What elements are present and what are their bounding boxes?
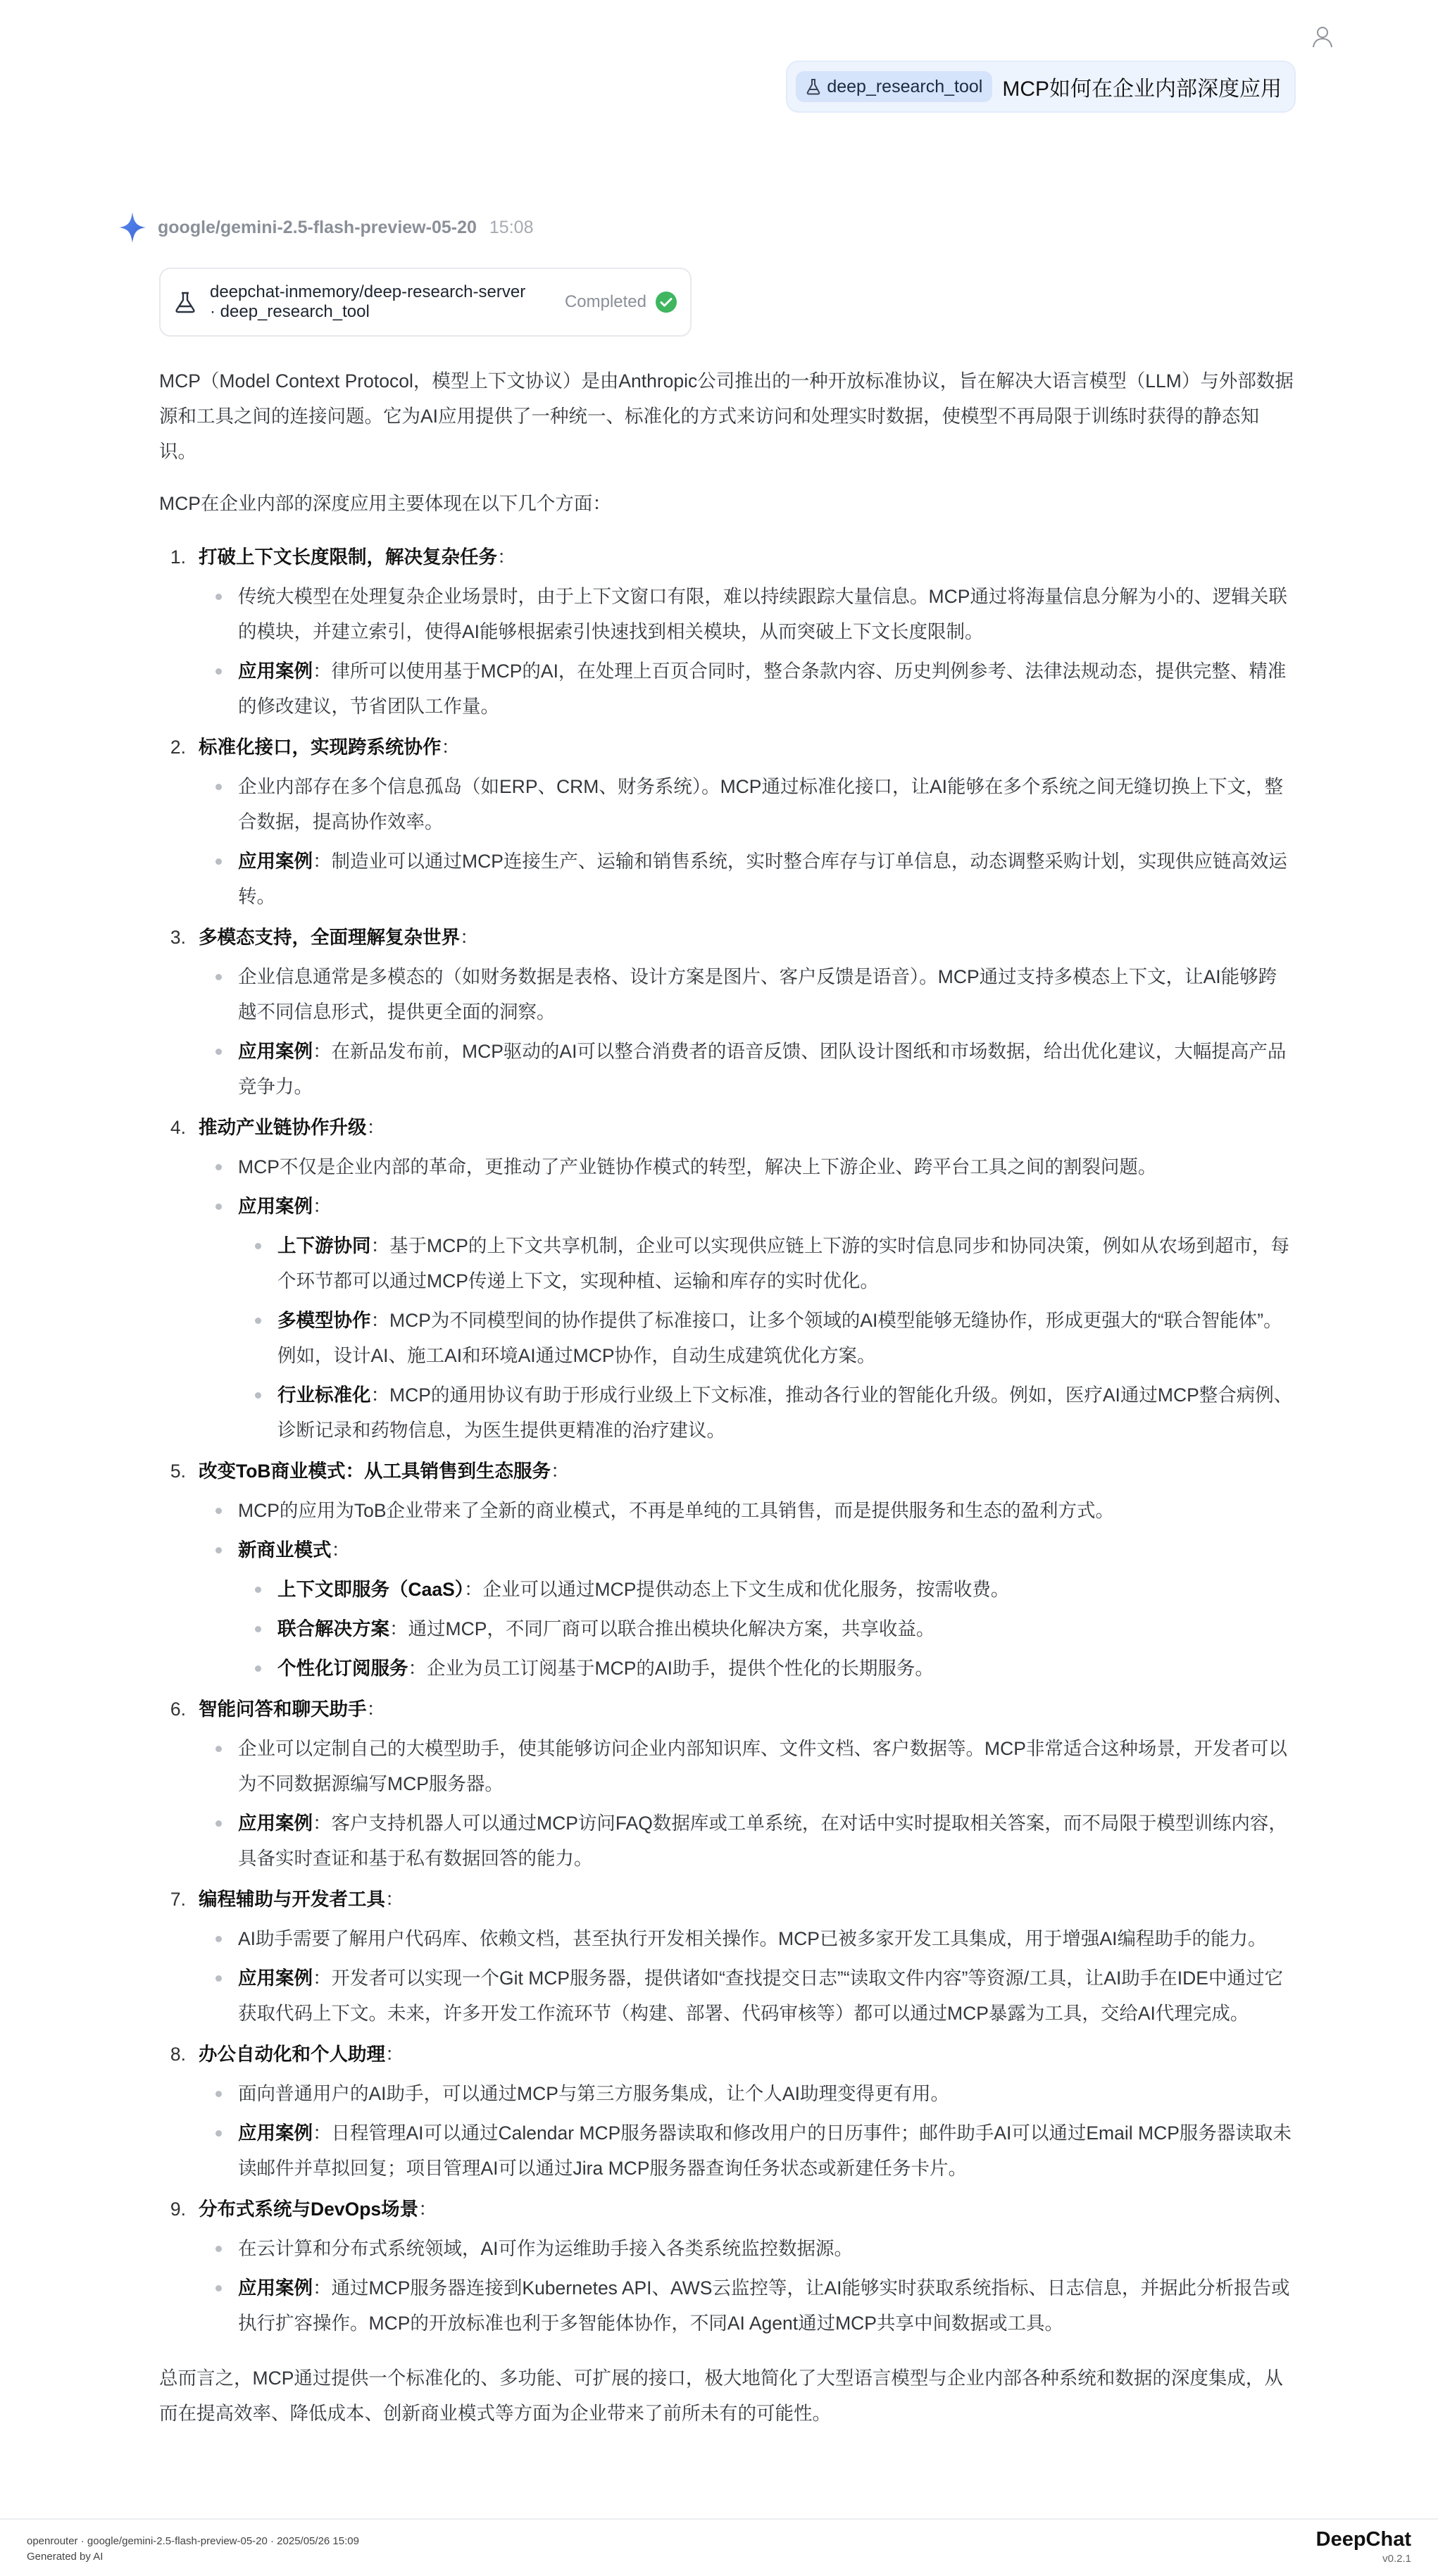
section-item [159, 920, 1294, 1104]
bullet-item [199, 1189, 1294, 1448]
brand [1316, 2527, 1411, 2566]
sub-bullet-item [238, 1611, 1294, 1646]
user-avatar-icon [1310, 24, 1335, 49]
bullet-label: 应用案例 [238, 661, 313, 682]
bullet-item [199, 1921, 1294, 1956]
section-number: 4. [170, 1117, 186, 1138]
section-title [199, 1692, 385, 1727]
section-heading [159, 920, 1294, 955]
gemini-sparkle-icon [117, 210, 148, 245]
section-heading [159, 1882, 1294, 1917]
bullet-text: ：通过MCP服务器连接到Kubernetes API、AWS云监控等，让AI能够实时获取系统指标、日志信息，并据此分析报告或执行扩容操作。MCP的开放标准也利于多智能体协作，不同AI Agent通过MCP共享中间数据或工具。 [238, 2277, 1290, 2334]
user-message [786, 61, 1296, 113]
flask-icon [806, 78, 821, 95]
bullet-text: 传统大模型在处理复杂企业场景时，由于上下文窗口有限，难以持续跟踪大量信息。MCP通过将海量信息分解为小的、逻辑关联的模块，并建立索引，使得AI能够根据索引快速找到相关模块，从而突破上下文长度限制。 [238, 586, 1287, 642]
bullet-list [159, 579, 1294, 724]
bullet-text: ：制造业可以通过MCP连接生产、运输和销售系统，实时整合库存与订单信息，动态调整采购计划，实现供应链高效运转。 [238, 851, 1287, 907]
sub-bullet-item [238, 1651, 1294, 1686]
section-item [159, 539, 1294, 724]
section-title [199, 730, 460, 765]
section-item [159, 730, 1294, 914]
section-number: 1. [170, 546, 186, 568]
section-title-text: 办公自动化和个人助理 [199, 2044, 385, 2065]
bullet-text: ： [331, 1539, 350, 1561]
sub-bullet-list [238, 1572, 1294, 1686]
section-title-colon: ： [366, 1117, 385, 1138]
bullet-list [159, 959, 1294, 1104]
bullet-text: 在云计算和分布式系统领域，AI可作为运维助手接入各类系统监控数据源。 [238, 2238, 854, 2259]
bullet-list [159, 769, 1294, 914]
bullet-text: MCP的应用为ToB企业带来了全新的商业模式，不再是单纯的工具销售，而是提供服务和生态的盈利方式。 [238, 1500, 1115, 1521]
bullet-list [159, 2076, 1294, 2186]
bullet-item [199, 1532, 1294, 1686]
section-number: 7. [170, 1889, 186, 1910]
bullet-item [199, 1731, 1294, 1801]
section-item [159, 1453, 1294, 1686]
tool-chip[interactable] [796, 71, 992, 102]
footer-generated: Generated by AI [27, 2551, 104, 2563]
bullet-text: ：在新品发布前，MCP驱动的AI可以整合消费者的语音反馈、团队设计图纸和市场数据，给出优化建议，大幅提高产品竞争力。 [238, 1041, 1287, 1097]
section-number: 2. [170, 737, 186, 758]
bullet-label: 应用案例 [238, 1041, 313, 1062]
bullet-label: 应用案例 [238, 1196, 313, 1217]
bullet-text: 面向普通用户的AI助手，可以通过MCP与第三方服务集成，让个人AI助理变得更有用。 [238, 2083, 949, 2104]
section-title-colon: ： [418, 2199, 437, 2220]
bullet-item [199, 579, 1294, 649]
bullet-item [199, 769, 1294, 839]
section-title-colon: ： [385, 1889, 404, 1910]
flask-icon [173, 290, 197, 314]
section-heading [159, 2192, 1294, 2227]
bullet-item [199, 2231, 1294, 2266]
bullet-text: ：律所可以使用基于MCP的AI，在处理上百页合同时，整合条款内容、历史判例参考、法律法规动态，提供完整、精准的修改建议，节省团队工作量。 [238, 661, 1287, 717]
section-item [159, 1110, 1294, 1448]
tool-call-status: Completed [564, 292, 646, 311]
section-title [199, 1453, 570, 1489]
sub-bullet-text: ：企业为员工订阅基于MCP的AI助手，提供个性化的长期服务。 [408, 1658, 934, 1679]
bullet-item [199, 2115, 1294, 2186]
bullet-list [159, 1149, 1294, 1448]
tool-call-tool: · deep_research_tool [210, 302, 370, 321]
bullet-item [199, 2270, 1294, 2341]
sub-bullet-label: 多模型协作 [277, 1310, 371, 1331]
section-heading [159, 1453, 1294, 1489]
bullet-item [199, 1961, 1294, 2031]
sub-bullet-label: 个性化订阅服务 [277, 1658, 408, 1679]
section-item [159, 1882, 1294, 2031]
section-title-text: 编程辅助与开发者工具 [199, 1889, 385, 1910]
section-title-text: 标准化接口，实现跨系统协作 [199, 737, 442, 758]
footer-meta [27, 2534, 359, 2565]
model-name: google/gemini-2.5-flash-preview-05-20 [158, 217, 477, 237]
sub-bullet-text: ：企业可以通过MCP提供动态上下文生成和优化服务，按需收费。 [464, 1579, 1010, 1600]
sub-bullet-label: 联合解决方案 [277, 1618, 389, 1639]
section-item [159, 2192, 1294, 2341]
bullet-label: 应用案例 [238, 2277, 313, 2299]
bullet-text: 企业信息通常是多模态的（如财务数据是表格、设计方案是图片、客户反馈是语音）。MCP通过支持多模态上下文，让AI能够跨越不同信息形式，提供更全面的洞察。 [238, 966, 1277, 1023]
bullet-item [199, 654, 1294, 724]
section-title-text: 推动产业链协作升级 [199, 1117, 367, 1138]
sub-bullet-list [238, 1228, 1294, 1448]
bullet-list [159, 1921, 1294, 2031]
summary-paragraph: 总而言之，MCP通过提供一个标准化的、多功能、可扩展的接口，极大地简化了大型语言模型与企业内部各种系统和数据的深度集成，从而在提高效率、降低成本、创新商业模式等方面为企业带来了前所未有的可能性。 [159, 2368, 1283, 2424]
user-message-text: MCP如何在企业内部深度应用 [1002, 77, 1282, 101]
bullet-list [159, 2231, 1294, 2341]
section-title-colon: ： [460, 927, 479, 948]
section-heading [159, 2037, 1294, 2072]
sub-bullet-item [238, 1572, 1294, 1607]
bullet-item [199, 1493, 1294, 1528]
bullet-label: 新商业模式 [238, 1539, 332, 1561]
section-number: 5. [170, 1461, 186, 1482]
assistant-message-content [159, 363, 1294, 2431]
bullet-list [159, 1493, 1294, 1686]
section-title [199, 1882, 404, 1917]
bullet-text: 企业内部存在多个信息孤岛（如ERP、CRM、财务系统）。MCP通过标准化接口，让AI能够在多个系统之间无缝切换上下文，整合数据，提高协作效率。 [238, 776, 1284, 832]
bullet-text: ：客户支持机器人可以通过MCP访问FAQ数据库或工单系统，在对话中实时提取相关答案，而不局限于模型训练内容，具备实时查证和基于私有数据回答的能力。 [238, 1813, 1287, 1869]
bullet-text: AI助手需要了解用户代码库、依赖文档，甚至执行开发相关操作。MCP已被多家开发工具集成，用于增强AI编程助手的能力。 [238, 1928, 1267, 1949]
sub-bullet-label: 上下游协同 [277, 1235, 371, 1256]
sub-bullet-item [238, 1377, 1294, 1448]
intro-paragraph: MCP（Model Context Protocol，模型上下文协议）是由Anthropic公司推出的一种开放标准协议，旨在解决大语言模型（LLM）与外部数据源和工具之间的连接问题。它为AI应用提供了一种统一、标准化的方式来访问和处理实时数据，使模型不再局限于训练时获得的静态知识。 [159, 370, 1294, 462]
section-title [199, 2192, 437, 2227]
bullet-item [199, 2076, 1294, 2111]
sub-bullet-label: 行业标准化 [277, 1384, 371, 1406]
sub-bullet-label: 上下文即服务（CaaS） [277, 1579, 465, 1600]
check-circle-icon [655, 291, 677, 313]
section-heading [159, 1692, 1294, 1727]
sub-bullet-text: ：基于MCP的上下文共享机制，企业可以实现供应链上下游的实时信息同步和协同决策，例如从农场到超市，每个环节都可以通过MCP传递上下文，实现种植、运输和库存的实时优化。 [277, 1235, 1289, 1292]
section-heading [159, 730, 1294, 765]
section-number: 3. [170, 927, 186, 948]
section-title-colon: ： [441, 737, 460, 758]
sub-bullet-text: ：通过MCP，不同厂商可以联合推出模块化解决方案，共享收益。 [389, 1618, 935, 1639]
tool-chip-label: deep_research_tool [827, 76, 983, 96]
section-title [199, 2037, 404, 2072]
section-title-text: 打破上下文长度限制，解决复杂任务 [199, 546, 497, 568]
brand-name: DeepChat [1315, 2528, 1411, 2551]
section-number: 8. [170, 2044, 186, 2065]
lead-paragraph: MCP在企业内部的深度应用主要体现在以下几个方面： [159, 493, 611, 514]
bullet-item [199, 1806, 1294, 1876]
assistant-header [117, 210, 533, 245]
section-heading [159, 1110, 1294, 1145]
section-title-text: 改变ToB商业模式：从工具销售到生态服务 [199, 1461, 551, 1482]
bullet-item [199, 1034, 1294, 1104]
section-title-text: 智能问答和聊天助手 [199, 1699, 367, 1720]
section-item [159, 1692, 1294, 1876]
bullet-label: 应用案例 [238, 1968, 313, 1989]
bullet-list [159, 1731, 1294, 1876]
message-time: 15:08 [489, 217, 534, 237]
section-item [159, 2037, 1294, 2186]
sub-bullet-item [238, 1303, 1294, 1373]
footer [0, 2518, 1438, 2576]
section-title-colon: ： [497, 546, 516, 568]
sub-bullet-text: ：MCP的通用协议有助于形成行业级上下文标准，推动各行业的智能化升级。例如，医疗AI通过MCP整合病例、诊断记录和药物信息，为医生提供更精准的治疗建议。 [277, 1384, 1293, 1441]
section-title-colon: ： [551, 1461, 570, 1482]
tool-call-server: deepchat-inmemory/deep-research-server [210, 282, 526, 301]
tool-call-name [210, 282, 525, 322]
bullet-text: MCP不仅是企业内部的革命，更推动了产业链协作模式的转型，解决上下游企业、跨平台工具之间的割裂问题。 [238, 1156, 1157, 1177]
sub-bullet-text: ：MCP为不同模型间的协作提供了标准接口，让多个领域的AI模型能够无缝协作，形成更强大的“联合智能体”。例如，设计AI、施工AI和环境AI通过MCP协作，自动生成建筑优化方案。 [277, 1310, 1282, 1366]
section-number: 6. [170, 1699, 186, 1720]
section-title [199, 920, 479, 955]
bullet-item [199, 1149, 1294, 1184]
footer-model-info: openrouter · google/gemini-2.5-flash-preview-05-20 · 2025/05/26 15:09 [27, 2535, 359, 2547]
section-title-text: 分布式系统与DevOps场景 [199, 2199, 419, 2220]
bullet-item [199, 844, 1294, 914]
bullet-text: 企业可以定制自己的大模型助手，使其能够访问企业内部知识库、文件文档、客户数据等。MCP非常适合这种场景，开发者可以为不同数据源编写MCP服务器。 [238, 1738, 1287, 1794]
section-title [199, 539, 516, 575]
bullet-text: ： [313, 1196, 332, 1217]
bullet-label: 应用案例 [238, 1813, 313, 1834]
section-title-text: 多模态支持，全面理解复杂世界 [199, 927, 460, 948]
section-heading [159, 539, 1294, 575]
section-number: 9. [170, 2199, 186, 2220]
section-title-colon: ： [366, 1699, 385, 1720]
sub-bullet-item [238, 1228, 1294, 1299]
bullet-label: 应用案例 [238, 2122, 313, 2144]
bullet-text: ：日程管理AI可以通过Calendar MCP服务器读取和修改用户的日历事件；邮件助手AI可以通过Email MCP服务器读取未读邮件并草拟回复；项目管理AI可以通过Jira MCP服务器查询任务状态或新建任务卡片。 [238, 2122, 1292, 2179]
bullet-label: 应用案例 [238, 851, 313, 872]
tool-call-card[interactable] [159, 268, 692, 337]
section-title-colon: ： [385, 2044, 404, 2065]
section-title [199, 1110, 385, 1145]
bullet-text: ：开发者可以实现一个Git MCP服务器，提供诸如“查找提交日志”“读取文件内容”等资源/工具，让AI助手在IDE中通过它获取代码上下文。未来，许多开发工作流环节（构建、部署、代码审核等）都可以通过MCP暴露为工具，交给AI代理完成。 [238, 1968, 1283, 2024]
brand-version: v0.2.1 [1382, 2553, 1411, 2565]
sections-list [159, 539, 1294, 2341]
bullet-item [199, 959, 1294, 1030]
